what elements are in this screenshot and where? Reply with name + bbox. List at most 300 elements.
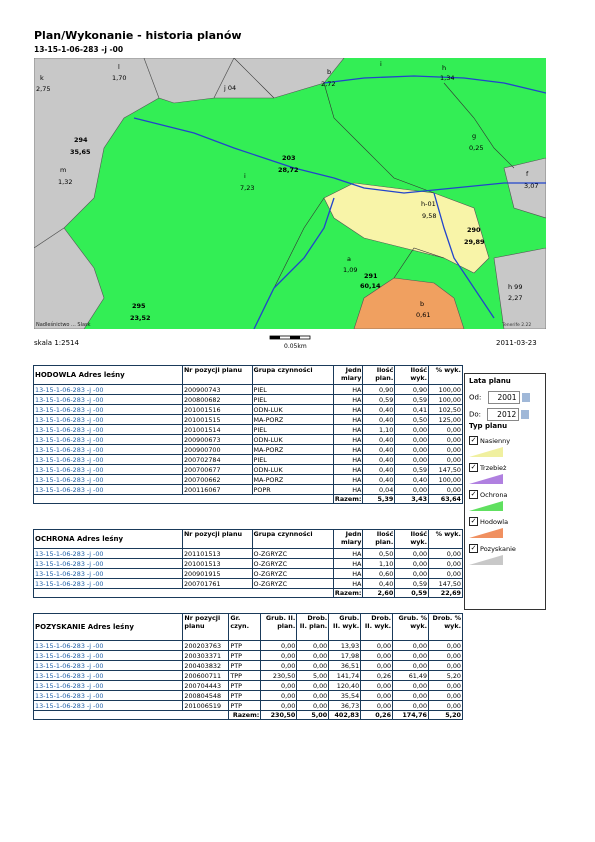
table-cell: 0,40 <box>363 455 395 465</box>
calendar-icon[interactable] <box>521 410 529 419</box>
sum-value: 63,64 <box>429 495 463 504</box>
table-cell: 0,00 <box>261 661 297 671</box>
forest-map[interactable] <box>34 58 546 329</box>
table-cell: 0,00 <box>393 661 429 671</box>
table-cell: 0,60 <box>363 569 395 579</box>
map-label: b <box>420 300 425 308</box>
table-cell: HA <box>333 395 363 405</box>
table-cell: PIEL <box>252 385 333 395</box>
hodowla-table <box>33 365 463 504</box>
map-label: b <box>327 68 332 76</box>
table-cell: 100,00 <box>429 395 463 405</box>
map-label: 294 <box>74 136 88 144</box>
map-label: f <box>526 170 529 178</box>
table-cell: HA <box>333 549 363 559</box>
map-label: m <box>60 166 67 174</box>
table-cell: 200116067 <box>182 485 252 495</box>
table-cell: 0,00 <box>261 701 297 711</box>
table-cell: 5,20 <box>429 671 463 681</box>
table-cell: 100,00 <box>429 475 463 485</box>
legend-type-item[interactable] <box>469 490 507 499</box>
table-cell: PTP <box>229 701 261 711</box>
table-cell: 0,00 <box>429 549 463 559</box>
forest-address-link[interactable]: 13-15-1-06-283 -j -00 <box>34 435 183 445</box>
section-title: OCHRONA Adres leśny <box>34 530 183 549</box>
table-cell: 200403832 <box>183 661 229 671</box>
map-label: i <box>380 60 382 68</box>
table-cell: O-ZGRYZC <box>252 579 333 589</box>
table-cell: 0,00 <box>361 701 393 711</box>
table-cell: 0,00 <box>393 651 429 661</box>
table-cell: HA <box>333 475 363 485</box>
table-cell: 0,00 <box>429 651 463 661</box>
table-cell: 201006519 <box>183 701 229 711</box>
table-cell: PTP <box>229 651 261 661</box>
table-cell: 0,90 <box>395 385 429 395</box>
forest-address-link[interactable]: 13-15-1-06-283 -j -00 <box>34 425 183 435</box>
table-row <box>34 405 463 415</box>
table-cell: HA <box>333 415 363 425</box>
table-cell: 0,50 <box>363 549 395 559</box>
table-cell: 0,90 <box>363 385 395 395</box>
legend-type-title: Typ planu <box>469 422 508 430</box>
column-header: Nr pozycji planu <box>182 530 252 549</box>
map-label: 0,61 <box>416 311 431 319</box>
sum-spacer <box>34 589 334 598</box>
table-cell: 125,00 <box>429 415 463 425</box>
legend-type-item[interactable] <box>469 517 508 526</box>
column-header: Grub. % wyk. <box>393 614 429 641</box>
table-cell: HA <box>333 465 363 475</box>
table-cell: 0,00 <box>261 681 297 691</box>
column-header: Drob. II. wyk. <box>361 614 393 641</box>
table-cell: TPP <box>229 671 261 681</box>
legend-type-label: Nasienny <box>480 436 511 445</box>
pozyskanie-table <box>33 613 463 720</box>
legend-type-item[interactable] <box>469 544 516 553</box>
table-cell: 0,00 <box>393 701 429 711</box>
table-row <box>34 485 463 495</box>
table-cell: 0,59 <box>395 465 429 475</box>
table-cell: 200900700 <box>182 445 252 455</box>
forest-address-link[interactable]: 13-15-1-06-283 -j -00 <box>34 651 183 661</box>
table-cell: 0,00 <box>297 681 329 691</box>
sum-value: 22,69 <box>429 589 463 598</box>
map-label: h <box>442 64 447 72</box>
column-header: Grub. II. plan. <box>261 614 297 641</box>
map-label: 9,58 <box>422 212 437 220</box>
checkbox-checked-icon[interactable]: ✓ <box>470 436 477 444</box>
forest-address-link[interactable]: 13-15-1-06-283 -j -00 <box>34 691 183 701</box>
map-label: 1,32 <box>58 178 73 186</box>
table-cell: 200203763 <box>183 641 229 651</box>
table-cell: 13,93 <box>329 641 361 651</box>
table-cell: 201001515 <box>182 415 252 425</box>
to-year-input[interactable]: 2012 <box>487 408 519 421</box>
calendar-icon[interactable] <box>522 393 530 402</box>
map-label: g <box>472 132 477 140</box>
table-cell: 0,00 <box>429 425 463 435</box>
table-cell: ODN-LUK <box>252 465 333 475</box>
table-cell: ODN-LUK <box>252 435 333 445</box>
sum-value: 402,83 <box>329 711 361 720</box>
table-row <box>34 395 463 405</box>
checkbox-checked-icon[interactable]: ✓ <box>470 490 477 498</box>
forest-address-link[interactable]: 13-15-1-06-283 -j -00 <box>34 661 183 671</box>
map-label: 1,09 <box>343 266 358 274</box>
table-cell: 200701761 <box>182 579 252 589</box>
map-label: 29,89 <box>464 238 485 246</box>
map-label: k <box>40 74 44 82</box>
map-label: 2,27 <box>508 294 523 302</box>
legend-swatch <box>469 474 503 484</box>
column-header: Ilość plan. <box>363 530 395 549</box>
table-cell: 0,00 <box>395 455 429 465</box>
page-title: Plan/Wykonanie - historia planów <box>34 29 242 42</box>
table-cell: 0,00 <box>429 435 463 445</box>
table-cell: 0,00 <box>395 435 429 445</box>
sum-label: Razem: <box>229 711 261 720</box>
table-cell: 0,00 <box>429 455 463 465</box>
table-cell: 36,73 <box>329 701 361 711</box>
column-header: Drob. % wyk. <box>429 614 463 641</box>
map-corner-note: Tenerife 2.22 <box>502 323 532 328</box>
table-cell: 0,00 <box>429 691 463 701</box>
table-cell: 0,00 <box>429 661 463 671</box>
table-cell: 1,10 <box>363 559 395 569</box>
table-row <box>34 385 463 395</box>
table-cell: 0,00 <box>429 445 463 455</box>
table-cell: 0,00 <box>429 569 463 579</box>
forest-address-link[interactable]: 13-15-1-06-283 -j -00 <box>34 385 183 395</box>
section-title: POZYSKANIE Adres leśny <box>34 614 183 641</box>
column-header: Ilość plan. <box>363 366 395 385</box>
table-cell: 201101513 <box>182 549 252 559</box>
table-row <box>34 455 463 465</box>
table-row <box>34 549 463 559</box>
table-cell: O-ZGRYZC <box>252 549 333 559</box>
sum-value: 174,76 <box>393 711 429 720</box>
table-cell: 0,41 <box>395 405 429 415</box>
column-header: Gr. czyn. <box>229 614 261 641</box>
table-cell: 0,00 <box>261 651 297 661</box>
legend-years-title: Lata planu <box>469 377 511 385</box>
from-year-input[interactable]: 2001 <box>488 391 520 404</box>
forest-address-link[interactable]: 13-15-1-06-283 -j -00 <box>34 641 183 651</box>
map-label: 3,07 <box>524 182 539 190</box>
forest-address-link[interactable]: 13-15-1-06-283 -j -00 <box>34 455 183 465</box>
table-cell: 200700662 <box>182 475 252 485</box>
column-header: Grupa czynności <box>252 366 333 385</box>
forest-address-link[interactable]: 13-15-1-06-283 -j -00 <box>34 395 183 405</box>
sum-value: 230,50 <box>261 711 297 720</box>
forest-address-link[interactable]: 13-15-1-06-283 -j -00 <box>34 671 183 681</box>
table-cell: 0,00 <box>393 681 429 691</box>
forest-address-link[interactable]: 13-15-1-06-283 -j -00 <box>34 701 183 711</box>
table-cell: 0,00 <box>395 559 429 569</box>
table-cell: 0,40 <box>363 405 395 415</box>
table-cell: 0,00 <box>261 691 297 701</box>
table-row <box>34 681 463 691</box>
sum-spacer <box>34 711 229 720</box>
forest-address-link[interactable]: 13-15-1-06-283 -j -00 <box>34 405 183 415</box>
column-header: % wyk. <box>429 530 463 549</box>
sum-value: 5,00 <box>297 711 329 720</box>
table-cell: 120,40 <box>329 681 361 691</box>
table-cell: 0,00 <box>297 661 329 671</box>
column-header: % wyk. <box>429 366 463 385</box>
table-cell: PTP <box>229 661 261 671</box>
table-cell: POPR <box>252 485 333 495</box>
table-row <box>34 641 463 651</box>
column-header: Drob. II. plan. <box>297 614 329 641</box>
table-cell: HA <box>333 435 363 445</box>
table-cell: O-ZGRYZC <box>252 559 333 569</box>
map-label: 35,65 <box>70 148 91 156</box>
legend-type-label: Pozyskanie <box>480 544 516 553</box>
table-cell: 100,00 <box>429 385 463 395</box>
table-cell: 0,00 <box>429 701 463 711</box>
table-row <box>34 435 463 445</box>
map-label: 23,52 <box>130 314 151 322</box>
legend-swatch <box>469 501 503 511</box>
map-label: 0,25 <box>469 144 484 152</box>
table-cell: HA <box>333 425 363 435</box>
table-cell: HA <box>333 579 363 589</box>
table-row <box>34 701 463 711</box>
table-cell: 0,00 <box>395 485 429 495</box>
table-cell: 61,49 <box>393 671 429 681</box>
map-label: j 04 <box>224 84 237 92</box>
ochrona-table <box>33 529 463 598</box>
sum-value: 2,60 <box>363 589 395 598</box>
table-cell: 0,00 <box>429 485 463 495</box>
table-cell: 17,98 <box>329 651 361 661</box>
table-cell: 0,00 <box>361 691 393 701</box>
column-header: Ilość wyk. <box>395 366 429 385</box>
table-cell: PTP <box>229 681 261 691</box>
table-row <box>34 651 463 661</box>
section-title: HODOWLA Adres leśny <box>34 366 183 385</box>
map-label: 60,14 <box>360 282 381 290</box>
forest-address-link[interactable]: 13-15-1-06-283 -j -00 <box>34 485 183 495</box>
table-cell: 0,00 <box>429 559 463 569</box>
table-cell: 200600711 <box>183 671 229 681</box>
column-header: Nr pozycji planu <box>182 366 252 385</box>
sum-value: 0,59 <box>395 589 429 598</box>
map-label: a <box>347 255 351 263</box>
table-cell: 0,00 <box>393 691 429 701</box>
table-row <box>34 661 463 671</box>
legend-swatch <box>469 555 503 565</box>
map-label: h-01 <box>421 200 436 208</box>
table-cell: 0,00 <box>393 641 429 651</box>
table-cell: 0,00 <box>429 681 463 691</box>
map-label: 2,75 <box>36 85 51 93</box>
table-cell: 0,00 <box>395 425 429 435</box>
forest-address-link[interactable]: 13-15-1-06-283 -j -00 <box>34 415 183 425</box>
table-cell: 200804548 <box>183 691 229 701</box>
sum-spacer <box>34 495 334 504</box>
map-label: 290 <box>467 226 481 234</box>
scale-bar-label: 0.05km <box>284 343 307 350</box>
table-cell: 0,40 <box>363 475 395 485</box>
table-row <box>34 691 463 701</box>
sum-label: Razem: <box>334 495 362 503</box>
legend-swatch <box>469 447 503 457</box>
table-cell: HA <box>333 485 363 495</box>
map-label: l <box>118 63 120 71</box>
sum-value: 3,43 <box>395 495 429 504</box>
table-cell: 230,50 <box>261 671 297 681</box>
column-header: Jedn miary <box>333 530 363 549</box>
column-header: Grupa czynności <box>252 530 333 549</box>
table-cell: 0,00 <box>361 651 393 661</box>
table-cell: 0,40 <box>363 435 395 445</box>
table-row <box>34 415 463 425</box>
legend-type-item[interactable] <box>469 436 510 445</box>
forest-address: 13-15-1-06-283 -j -00 <box>34 45 124 54</box>
table-cell: 200303371 <box>183 651 229 661</box>
checkbox-checked-icon[interactable]: ✓ <box>470 517 477 525</box>
legend-type-label: Trzebież <box>480 463 507 472</box>
table-cell: 200702784 <box>182 455 252 465</box>
forest-address-link[interactable]: 13-15-1-06-283 -j -00 <box>34 579 183 589</box>
table-cell: HA <box>333 569 363 579</box>
legend-panel <box>464 373 546 610</box>
table-cell: MA-PORZ <box>252 445 333 455</box>
table-cell: 0,00 <box>361 641 393 651</box>
table-cell: 0,00 <box>297 651 329 661</box>
map-label: 291 <box>364 272 378 280</box>
table-cell: 1,10 <box>363 425 395 435</box>
table-row <box>34 425 463 435</box>
table-cell: 0,00 <box>395 549 429 559</box>
sum-label: Razem: <box>334 589 362 597</box>
table-cell: PIEL <box>252 455 333 465</box>
map-label: 203 <box>282 154 296 162</box>
forest-address-link[interactable]: 13-15-1-06-283 -j -00 <box>34 569 183 579</box>
map-label: 1,34 <box>440 74 455 82</box>
table-cell: 102,50 <box>429 405 463 415</box>
table-cell: 147,50 <box>429 465 463 475</box>
table-cell: PTP <box>229 691 261 701</box>
table-row <box>34 579 463 589</box>
table-cell: 5,00 <box>297 671 329 681</box>
table-cell: 0,40 <box>363 445 395 455</box>
table-cell: 0,59 <box>363 395 395 405</box>
forest-address-link[interactable]: 13-15-1-06-283 -j -00 <box>34 475 183 485</box>
column-header: Ilość wyk. <box>395 530 429 549</box>
column-header: Jedn miary <box>333 366 363 385</box>
table-cell: 147,50 <box>429 579 463 589</box>
table-cell: 200900743 <box>182 385 252 395</box>
sum-value: 5,39 <box>363 495 395 504</box>
legend-type-label: Ochrona <box>480 490 508 499</box>
table-cell: 35,54 <box>329 691 361 701</box>
legend-swatch <box>469 528 503 538</box>
table-cell: 0,26 <box>361 671 393 681</box>
report-date: 2011-03-23 <box>496 339 537 347</box>
forest-address-link[interactable]: 13-15-1-06-283 -j -00 <box>34 445 183 455</box>
table-cell: 0,00 <box>395 445 429 455</box>
table-cell: HA <box>333 445 363 455</box>
table-cell: 200901915 <box>182 569 252 579</box>
table-cell: 0,00 <box>297 691 329 701</box>
table-cell: 0,50 <box>395 415 429 425</box>
checkbox-checked-icon[interactable]: ✓ <box>470 544 477 552</box>
table-cell: ODN-LUK <box>252 405 333 415</box>
table-cell: 0,00 <box>297 641 329 651</box>
table-cell: HA <box>333 385 363 395</box>
map-label: 295 <box>132 302 146 310</box>
legend-type-item[interactable] <box>469 463 506 472</box>
table-cell: 0,00 <box>297 701 329 711</box>
forest-address-link[interactable]: 13-15-1-06-283 -j -00 <box>34 549 183 559</box>
table-row <box>34 559 463 569</box>
forest-address-link[interactable]: 13-15-1-06-283 -j -00 <box>34 681 183 691</box>
table-cell: 0,00 <box>395 569 429 579</box>
column-header: Nr pozycji planu <box>183 614 229 641</box>
table-cell: PIEL <box>252 395 333 405</box>
table-cell: 200704443 <box>183 681 229 691</box>
map-label: 28,72 <box>278 166 299 174</box>
table-cell: 0,40 <box>363 465 395 475</box>
table-cell: 36,51 <box>329 661 361 671</box>
table-cell: 200800682 <box>182 395 252 405</box>
map-label: 1,70 <box>112 74 127 82</box>
sum-value: 5,20 <box>429 711 463 720</box>
map-label: i <box>244 172 246 180</box>
table-row <box>34 445 463 455</box>
table-cell: 0,40 <box>363 415 395 425</box>
table-cell: PTP <box>229 641 261 651</box>
sum-value: 0,26 <box>361 711 393 720</box>
map-label: h 99 <box>508 283 523 291</box>
table-row <box>34 569 463 579</box>
forest-address-link[interactable]: 13-15-1-06-283 -j -00 <box>34 559 183 569</box>
table-cell: 200900673 <box>182 435 252 445</box>
table-cell: PIEL <box>252 425 333 435</box>
forest-address-link[interactable]: 13-15-1-06-283 -j -00 <box>34 465 183 475</box>
table-cell: MA-PORZ <box>252 415 333 425</box>
table-cell: 201001516 <box>182 405 252 415</box>
legend-type-label: Hodowla <box>480 517 509 526</box>
table-cell: 141,74 <box>329 671 361 681</box>
table-cell: 0,59 <box>395 395 429 405</box>
table-cell: MA-PORZ <box>252 475 333 485</box>
table-cell: 0,00 <box>361 681 393 691</box>
table-cell: HA <box>333 455 363 465</box>
table-cell: 0,00 <box>261 641 297 651</box>
table-cell: 0,00 <box>361 661 393 671</box>
map-copyright: Nadleśnictwo ... Slask <box>36 322 91 328</box>
map-scale: skala 1:2514 <box>34 339 79 347</box>
checkbox-checked-icon[interactable]: ✓ <box>470 463 477 471</box>
table-cell: O-ZGRYZC <box>252 569 333 579</box>
table-cell: 200700677 <box>182 465 252 475</box>
table-row <box>34 475 463 485</box>
table-row <box>34 465 463 475</box>
map-label: 2,72 <box>321 80 336 88</box>
table-cell: HA <box>333 405 363 415</box>
table-cell: HA <box>333 559 363 569</box>
map-label: 7,23 <box>240 184 255 192</box>
from-label: Od: <box>469 393 482 402</box>
table-cell: 0,04 <box>363 485 395 495</box>
table-row <box>34 671 463 681</box>
table-cell: 201001513 <box>182 559 252 569</box>
